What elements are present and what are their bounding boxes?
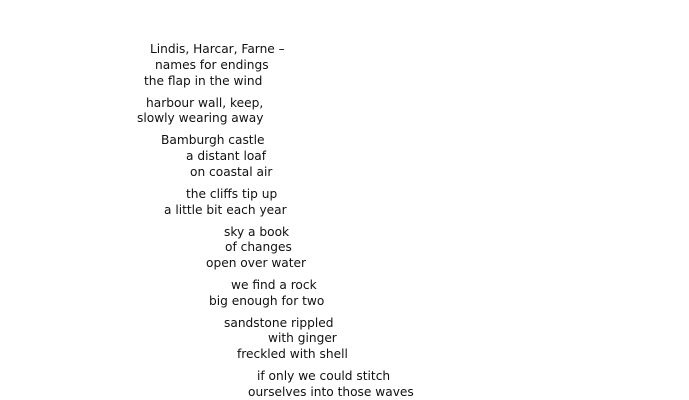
poem-line: we find a rock [231, 278, 317, 292]
poem-line: sandstone rippled [224, 316, 334, 330]
poem-line: Bamburgh castle [161, 133, 265, 147]
poem-line: sky a book [224, 225, 290, 239]
poem-line: big enough for two [209, 294, 325, 308]
poem-line: names for endings [155, 58, 269, 72]
poem-line: on coastal air [190, 165, 273, 179]
poem-line: Lindis, Harcar, Farne – [150, 42, 285, 56]
poem-line: of changes [225, 240, 292, 254]
poem-line: the flap in the wind [144, 74, 263, 88]
poem-line: slowly wearing away [137, 111, 264, 125]
poem-line: a distant loaf [186, 149, 267, 163]
poem-line: with ginger [268, 331, 337, 345]
poem-line: harbour wall, keep, [146, 96, 264, 110]
poem-line: ourselves into those waves [248, 385, 414, 399]
poem-line: the cliffs tip up [186, 187, 278, 201]
poem-line: open over water [206, 256, 307, 270]
poem-line: if only we could stitch [257, 369, 391, 383]
poem-line: a little bit each year [164, 203, 287, 217]
poem-line: freckled with shell [237, 347, 348, 361]
